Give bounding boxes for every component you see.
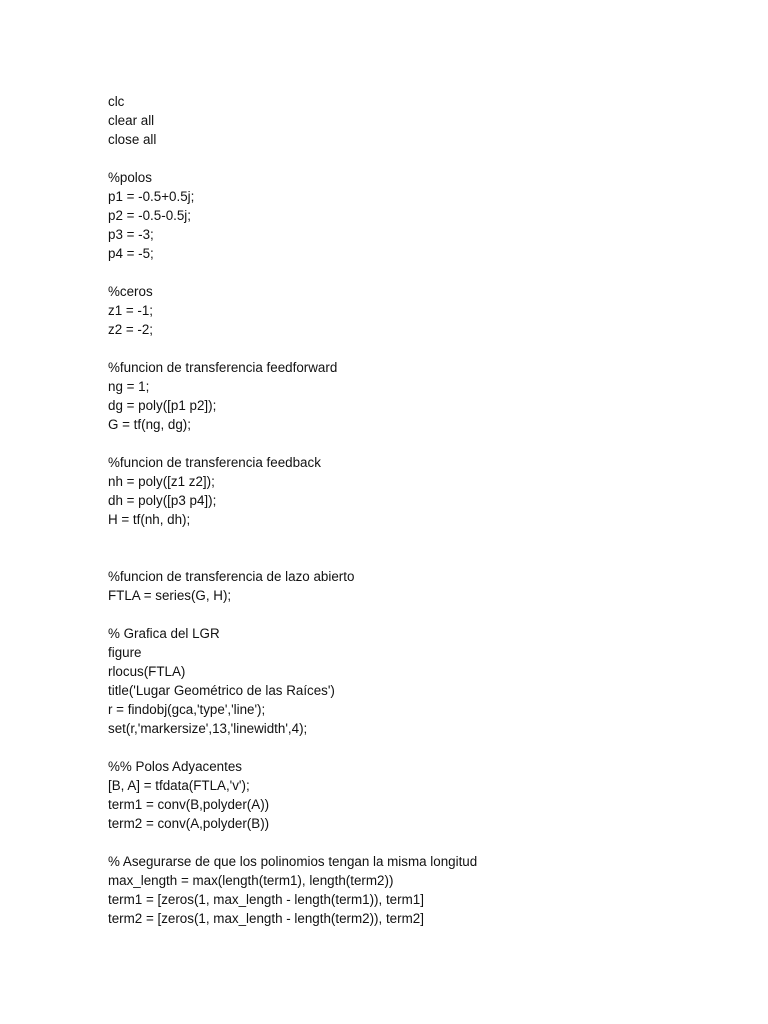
code-line: %funcion de transferencia feedback bbox=[108, 455, 321, 470]
code-line: z2 = -2; bbox=[108, 322, 154, 337]
code-line: %% Polos Adyacentes bbox=[108, 759, 242, 774]
code-line: ng = 1; bbox=[108, 379, 150, 394]
blank-line bbox=[108, 339, 748, 358]
code-line: set(r,'markersize',13,'linewidth',4); bbox=[108, 721, 308, 736]
code-line: term1 = conv(B,polyder(A)) bbox=[108, 797, 270, 812]
code-line: G = tf(ng, dg); bbox=[108, 417, 191, 432]
code-line: FTLA = series(G, H); bbox=[108, 588, 232, 603]
code-line: H = tf(nh, dh); bbox=[108, 512, 191, 527]
code-line: [B, A] = tfdata(FTLA,'v'); bbox=[108, 778, 250, 793]
blank-line bbox=[108, 738, 748, 757]
code-line: clc bbox=[108, 94, 125, 109]
code-line: %polos bbox=[108, 170, 152, 185]
code-line: p3 = -3; bbox=[108, 227, 154, 242]
code-line: % Grafica del LGR bbox=[108, 626, 220, 641]
blank-line bbox=[108, 263, 748, 282]
code-line: close all bbox=[108, 132, 157, 147]
code-line: nh = poly([z1 z2]); bbox=[108, 474, 215, 489]
code-line: %ceros bbox=[108, 284, 153, 299]
code-line: term1 = [zeros(1, max_length - length(term1)), term1] bbox=[108, 892, 424, 907]
code-line: dh = poly([p3 p4]); bbox=[108, 493, 217, 508]
code-line: p4 = -5; bbox=[108, 246, 154, 261]
code-line: %funcion de transferencia de lazo abierto bbox=[108, 569, 355, 584]
code-listing bbox=[108, 92, 748, 928]
blank-line bbox=[108, 833, 748, 852]
code-line: dg = poly([p1 p2]); bbox=[108, 398, 217, 413]
code-line: term2 = conv(A,polyder(B)) bbox=[108, 816, 270, 831]
code-line: z1 = -1; bbox=[108, 303, 154, 318]
code-line: rlocus(FTLA) bbox=[108, 664, 186, 679]
code-line: figure bbox=[108, 645, 142, 660]
code-line: clear all bbox=[108, 113, 155, 128]
code-line: p2 = -0.5-0.5j; bbox=[108, 208, 191, 223]
blank-line bbox=[108, 529, 748, 548]
blank-line bbox=[108, 149, 748, 168]
code-line: max_length = max(length(term1), length(term2)) bbox=[108, 873, 394, 888]
code-line: title('Lugar Geométrico de las Raíces') bbox=[108, 683, 335, 698]
code-line: p1 = -0.5+0.5j; bbox=[108, 189, 195, 204]
code-line: %funcion de transferencia feedforward bbox=[108, 360, 338, 375]
code-line: r = findobj(gca,'type','line'); bbox=[108, 702, 266, 717]
blank-line bbox=[108, 548, 748, 567]
code-line: term2 = [zeros(1, max_length - length(term2)), term2] bbox=[108, 911, 424, 926]
blank-line bbox=[108, 605, 748, 624]
code-line: % Asegurarse de que los polinomios tengan la misma longitud bbox=[108, 854, 478, 869]
blank-line bbox=[108, 434, 748, 453]
